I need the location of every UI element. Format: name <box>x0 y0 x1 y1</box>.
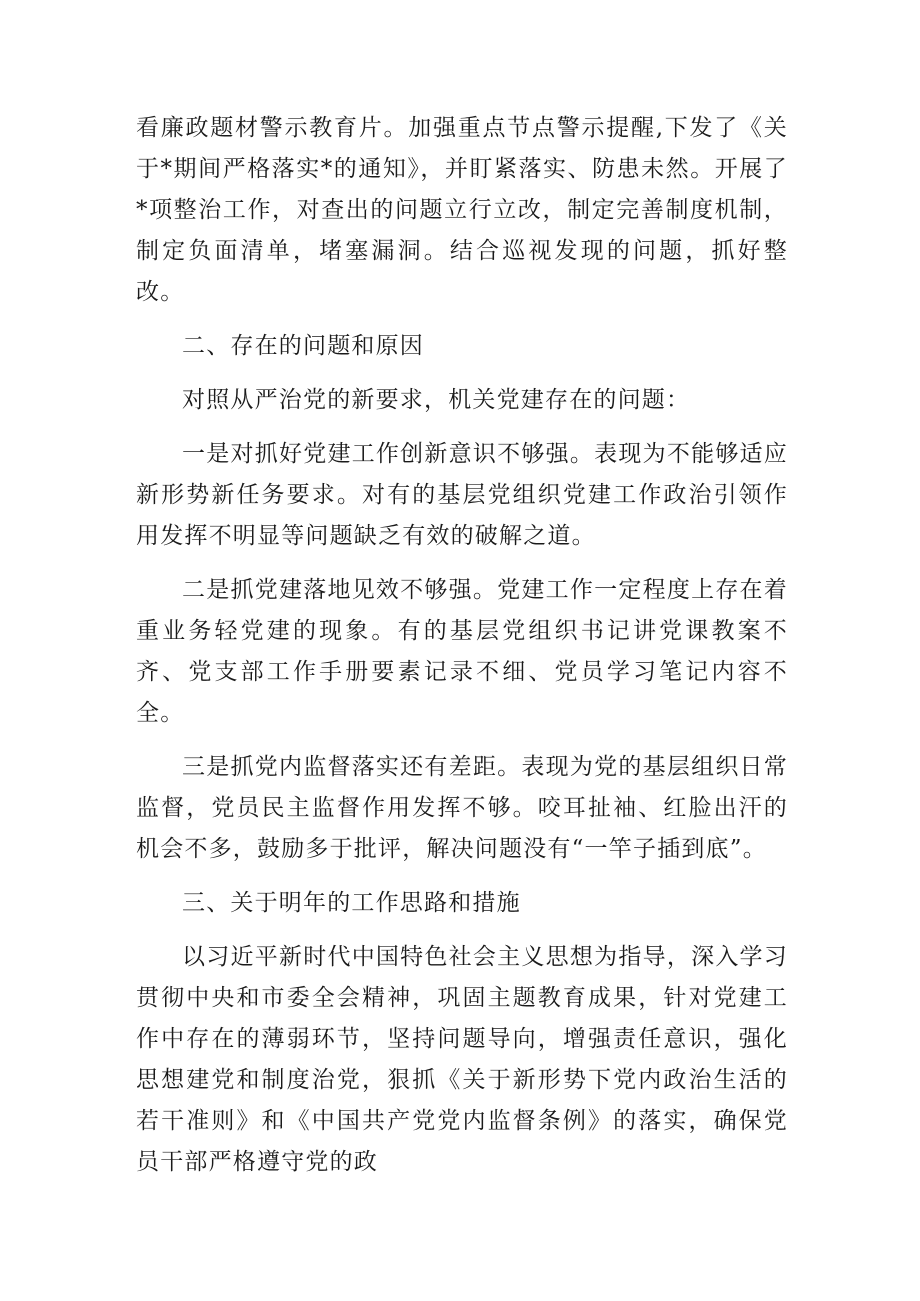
paragraph-problem-one: 一是对抓好党建工作创新意识不够强。表现为不能够适应新形势新任务要求。对有的基层党组织党建工作政治引领作用发挥不明显等问题缺乏有效的破解之道。 <box>136 441 788 549</box>
document-page <box>136 108 788 1183</box>
paragraph-problems-lead: 对照从严治党的新要求，机关党建存在的问题： <box>182 387 691 413</box>
paragraph-next-year-plan: 以习近平新时代中国特色社会主义思想为指导，深入学习贯彻中央和市委全会精神，巩固主题教育成果，针对党建工作中存在的薄弱环节，坚持问题导向，增强责任意识，强化思想建党和制度治党，狠抓《关于新形势下党内政治生活的若干准则》和《中国共产党党内监督条例》的落实，确保党员干部严格遵守党的政 <box>136 944 788 1175</box>
section-heading-problems: 二、存在的问题和原因 <box>182 333 424 359</box>
paragraph-problem-two: 二是抓党建落地见效不够强。党建工作一定程度上存在着重业务轻党建的现象。有的基层党组织书记讲党课教案不齐、党支部工作手册要素记录不细、党员学习笔记内容不全。 <box>136 577 788 726</box>
section-heading-next-year: 三、关于明年的工作思路和措施 <box>182 890 521 916</box>
paragraph-intro-continuation: 看廉政题材警示教育片。加强重点节点警示提醒,下发了《关于*期间严格落实*的通知》，并盯紧落实、防患未然。开展了*项整治工作，对查出的问题立行立改，制定完善制度机制，制定负面清单，堵塞漏洞。结合巡视发现的问题，抓好整改。 <box>136 115 788 305</box>
paragraph-problem-three: 三是抓党内监督落实还有差距。表现为党的基层组织日常监督，党员民主监督作用发挥不够。咬耳扯袖、红脸出汗的机会不多，鼓励多于批评，解决问题没有“一竿子插到底”。 <box>136 754 788 862</box>
